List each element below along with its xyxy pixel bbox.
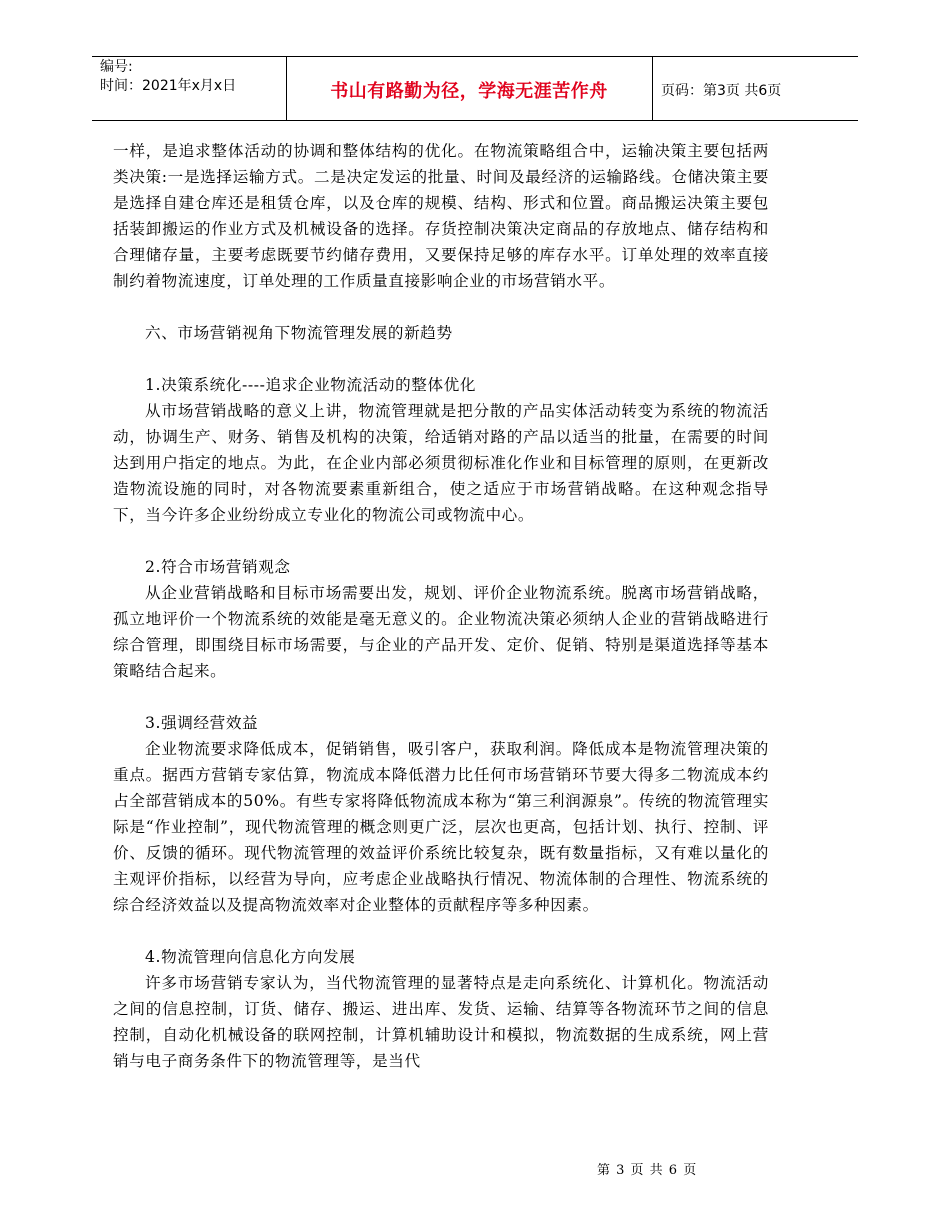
header-divider-2 — [652, 56, 653, 120]
subsection-1-text: 从市场营销战略的意义上讲，物流管理就是把分散的产品实体活动转变为系统的物流活动，协调生产、财务、销售及机构的决策，给适销对路的产品以适当的批量，在需要的时间达到用户指定的地点。为此，在企业内部必须贯彻标准化作业和目标管理的原则，在更新改造物流设施的同时，对各物流要素重新组合，使之适应于市场营销战略。在这种观念指导下，当今许多企业纷纷成立专业化的物流公司或物流中心。 — [113, 402, 769, 524]
header-page-info: 页码：第3页 共6页 — [661, 83, 782, 99]
subsection-2-title: 2.符合市场营销观念 — [145, 558, 291, 576]
header-meta — [100, 58, 236, 96]
subsection-1-title: 1.决策系统化----追求企业物流活动的整体优化 — [145, 376, 477, 394]
subsection-3-text: 企业物流要求降低成本，促销销售，吸引客户，获取利润。降低成本是物流管理决策的重点。据西方营销专家估算，物流成本降低潜力比任何市场营销环节要大得多二物流成本约占全部营销成本的50%。有些专家将降低物流成本称为“第三利润源泉”。传统的物流管理实际是“作业控制”，现代物流管理的概念则更广泛，层次也更高，包括计划、执行、控制、评价、反馈的循环。现代物流管理的效益评价系统比较复杂，既有数量指标，又有难以量化的主观评价指标，以经营为导向，应考虑企业战略执行情况、物流体制的合理性、物流系统的综合经济效益以及提高物流效率对企业整体的贡献程序等多种因素。 — [113, 740, 769, 914]
intro-paragraph: 一样，是追求整体活动的协调和整体结构的优化。在物流策略组合中，运输决策主要包括两类决策:一是选择运输方式。二是决定发运的批量、时间及最经济的运输路线。仓储决策主要是选择自建仓库还是租赁仓库，以及仓库的规模、结构、形式和位置。商品搬运决策主要包括装卸搬运的作业方式及机械设备的选择。存货控制决策决定商品的存放地点、储存结构和合理储存量，主要考虑既要节约储存费用，又要保持足够的库存水平。订单处理的效率直接制约着物流速度，订单处理的工作质量直接影响企业的市场营销水平。 — [113, 142, 769, 290]
header-top-rule — [92, 56, 858, 57]
header-motto: 书山有路勤为径，学海无涯苦作舟 — [330, 81, 608, 102]
document-body — [113, 138, 769, 1074]
subsection-2-text: 从企业营销战略和目标市场需要出发，规划、评价企业物流系统。脱离市场营销战略，孤立地评价一个物流系统的效能是毫无意义的。企业物流决策必须纳人企业的营销战略进行综合管理，即围绕目标市场需要，与企业的产品开发、定价、促销、特别是渠道选择等基本策略结合起来。 — [113, 584, 769, 680]
subsection-4-title: 4.物流管理向信息化方向发展 — [145, 948, 356, 966]
subsection-3-title: 3.强调经营效益 — [145, 714, 259, 732]
doc-number-label: 编号: — [100, 59, 133, 75]
subsection-4-text: 许多市场营销专家认为，当代物流管理的显著特点是走向系统化、计算机化。物流活动之间的信息控制，订货、储存、搬运、进出库、发货、运输、结算等各物流环节之间的信息控制，自动化机械设备的联网控制，计算机辅助设计和模拟，物流数据的生成系统，网上营销与电子商务条件下的物流管理等，是当代 — [113, 974, 769, 1070]
section-title: 六、市场营销视角下物流管理发展的新趋势 — [145, 324, 453, 342]
time-label: 时间：2021年x月x日 — [100, 78, 237, 94]
page-footer: 第 3 页 共 6 页 — [597, 1163, 698, 1178]
header-bottom-rule — [92, 120, 858, 121]
